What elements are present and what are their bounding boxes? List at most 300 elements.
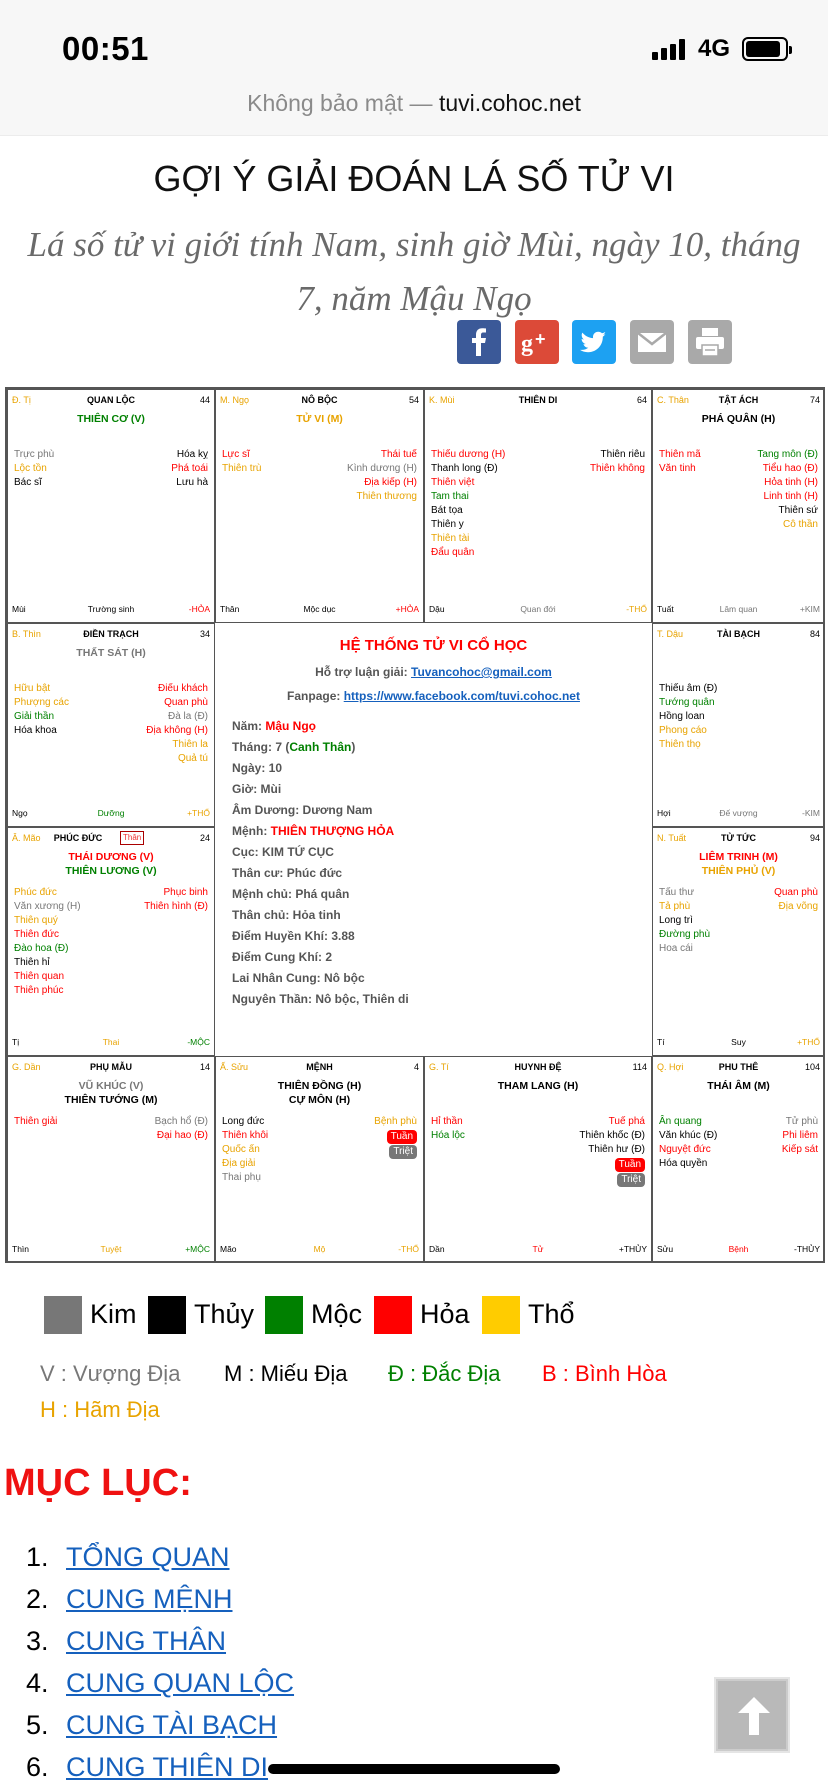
minor-stars-right: [171, 448, 208, 490]
palace-stage: Mộ: [313, 1244, 326, 1254]
legend-swatch-kim: [44, 1296, 82, 1334]
minor-star: Phúc đức: [14, 887, 57, 898]
palace-can-chi: Ấ. Sửu: [220, 1062, 249, 1072]
palace-footer: [12, 604, 210, 616]
palace-tat-ach[interactable]: [652, 389, 825, 623]
palace-footer: [220, 1244, 419, 1256]
center-line: [232, 866, 342, 880]
minor-star: Long đức: [222, 1116, 265, 1127]
palace-header: [429, 395, 647, 407]
minor-star: Thiên hình (Đ): [144, 901, 208, 912]
minor-star: Thai phụ: [222, 1172, 261, 1183]
palace-stage: Trường sinh: [87, 604, 135, 614]
minor-star: Văn xương (H): [14, 901, 81, 912]
main-star: CỰ MÔN (H): [288, 1094, 351, 1106]
palace-can-chi: T. Dậu: [657, 629, 684, 639]
palace-branch: Tuất: [657, 604, 674, 614]
palace-element: +MỘC: [185, 1244, 210, 1254]
palace-age: 84: [809, 629, 820, 639]
palace-can-chi: G. Tí: [429, 1062, 449, 1072]
legend-char-b: B : Bình Hòa: [542, 1361, 667, 1386]
minor-star: Long trì: [659, 915, 693, 926]
toc-link[interactable]: CUNG TÀI BẠCH: [66, 1710, 278, 1740]
palace-can-chi: Q. Hợi: [657, 1062, 684, 1072]
toc-link[interactable]: CUNG THIÊN DI: [66, 1752, 269, 1782]
palace-element: +THỔ: [797, 1037, 820, 1047]
minor-stars-right: [374, 1115, 417, 1159]
palace-branch: Thìn: [12, 1244, 30, 1254]
palace-stage: Bệnh: [728, 1244, 749, 1254]
center-line-label: Giờ: Mùi: [232, 782, 282, 796]
minor-star: Thiên phúc: [14, 985, 64, 996]
minor-stars-right: [782, 1115, 818, 1157]
center-support: [215, 665, 652, 679]
legend-char-h: H : Hãm Địa: [40, 1397, 160, 1422]
main-stars: [425, 1079, 651, 1093]
main-star: THIÊN LƯƠNG (V): [65, 865, 157, 877]
palace-header: [657, 833, 820, 845]
center-line-label: Tháng: 7 (: [232, 740, 290, 754]
palace-huynh-de[interactable]: [424, 1056, 652, 1263]
minor-stars-left: [14, 682, 69, 738]
minor-star: Tiểu hao (Đ): [762, 463, 818, 474]
palace-phu-the[interactable]: [652, 1056, 825, 1263]
main-star: THIÊN PHỦ (V): [701, 865, 776, 877]
twitter-icon[interactable]: [572, 320, 616, 364]
palace-element: -THỔ: [626, 604, 647, 614]
palace-stage: Đế vượng: [719, 808, 758, 818]
palace-element: +THỦY: [618, 1244, 647, 1254]
minor-stars-left: [431, 448, 505, 560]
center-line: [232, 992, 409, 1006]
minor-star: Thiên la: [172, 739, 208, 750]
toc-link[interactable]: CUNG THÂN: [66, 1626, 227, 1656]
palace-age: 24: [199, 833, 210, 843]
palace-footer: [657, 604, 820, 616]
palace-can-chi: B. Thìn: [12, 629, 41, 639]
palace-age: 64: [636, 395, 647, 405]
palace-quan-loc[interactable]: [7, 389, 215, 623]
minor-star: Thiên việt: [431, 477, 475, 488]
palace-branch: Ngọ: [12, 808, 28, 818]
status-time: 00:51: [62, 30, 149, 67]
palace-element: -HỎA: [188, 604, 210, 614]
center-line-label: Nguyên Thần: Nô bộc, Thiên di: [232, 992, 409, 1006]
palace-age: 34: [199, 629, 210, 639]
minor-star: Thiên trù: [222, 463, 262, 474]
palace-name: MỆNH: [306, 1062, 333, 1072]
legend-swatch-moc: [265, 1296, 303, 1334]
minor-star: Nguyệt đức: [659, 1144, 711, 1155]
main-star: THÁI DƯƠNG (V): [68, 851, 154, 863]
main-star: THẤT SÁT (H): [76, 647, 146, 659]
minor-star: Quả tú: [177, 753, 208, 764]
minor-star: Văn tinh: [659, 463, 696, 474]
center-line-label: Thân chủ: Hỏa tinh: [232, 908, 341, 922]
palace-footer: [12, 1244, 210, 1256]
palace-element: -THỔ: [398, 1244, 419, 1254]
palace-thien-di[interactable]: [424, 389, 652, 623]
main-stars: [216, 1079, 423, 1107]
minor-star: Thiên giải: [14, 1116, 58, 1127]
site-domain: tuvi.cohoc.net: [438, 90, 581, 116]
main-stars: [653, 1079, 824, 1093]
main-stars: [8, 412, 214, 426]
minor-star: Đẩu quân: [431, 547, 475, 558]
email-icon[interactable]: [630, 320, 674, 364]
palace-name: QUAN LỘC: [87, 395, 135, 405]
minor-star: Tuế phá: [608, 1116, 645, 1127]
main-star: THÁI ÂM (M): [707, 1080, 770, 1092]
minor-star: Tử phù: [785, 1116, 818, 1127]
minor-stars-left: [222, 1115, 268, 1185]
page-title: GỢI Ý GIẢI ĐOÁN LÁ SỐ TỬ VI: [153, 158, 675, 199]
center-line: [232, 719, 316, 733]
center-fanpage: [215, 689, 652, 703]
toc-link[interactable]: TỔNG QUAN: [66, 1542, 230, 1572]
minor-star: Địa võng: [778, 901, 818, 912]
minor-star: Phong cáo: [659, 725, 707, 736]
minor-star: Quốc ấn: [222, 1144, 260, 1155]
badge-row: [579, 1157, 645, 1172]
center-line-value: Mậu Ngọ: [265, 719, 317, 733]
palace-age: 44: [199, 395, 210, 405]
minor-stars-right: [774, 886, 818, 914]
palace-can-chi: Đ. Tị: [12, 395, 31, 405]
minor-stars-right: [579, 1115, 645, 1187]
palace-name: TÀI BẠCH: [717, 629, 760, 639]
main-star: THIÊN CƠ (V): [77, 413, 145, 425]
minor-stars-right: [347, 448, 417, 504]
palace-footer: [657, 808, 820, 820]
minor-star: Đà la (Đ): [167, 711, 208, 722]
palace-branch: Mão: [220, 1244, 237, 1254]
minor-star: Bát tọa: [431, 505, 463, 516]
center-line-label: Ngày: 10: [232, 761, 283, 775]
palace-stage: Lâm quan: [719, 604, 758, 614]
minor-star: Thiên mã: [659, 449, 701, 460]
toc-heading: MỤC LỤC:: [4, 1462, 192, 1504]
badge-row: [374, 1144, 417, 1159]
badge-row: [579, 1172, 645, 1187]
arrow-up-icon: [718, 1681, 790, 1753]
minor-star: Hỏa tinh (H): [764, 477, 818, 488]
minor-star: Kình dương (H): [347, 463, 417, 474]
minor-star: Hóa kỵ: [176, 449, 208, 460]
center-heading: HỆ THỐNG TỬ VI CỔ HỌC: [339, 637, 528, 654]
main-star: PHÁ QUÂN (H): [701, 413, 776, 425]
minor-star: Phi liêm: [782, 1130, 818, 1141]
status-bar: [0, 0, 828, 70]
triet-badge: Triệt: [617, 1173, 645, 1187]
center-line-value: Canh Thân: [289, 740, 352, 754]
svg-text:+: +: [535, 329, 546, 349]
palace-branch: Tí: [657, 1037, 665, 1047]
palace-name: PHU THÊ: [718, 1062, 759, 1072]
minor-star: Đại hao (Đ): [156, 1130, 208, 1141]
minor-star: Hóa quyền: [659, 1158, 708, 1169]
minor-star: Bạch hổ (Đ): [154, 1116, 208, 1127]
google-plus-icon[interactable]: [515, 320, 559, 364]
palace-footer: [12, 808, 210, 820]
palace-header: [220, 1062, 419, 1074]
palace-stage: Tử: [532, 1244, 544, 1254]
palace-branch: Dần: [429, 1244, 445, 1254]
minor-stars-left: [431, 1115, 465, 1143]
palace-branch: Mùi: [12, 604, 26, 614]
palace-stage: Quan đới: [520, 604, 556, 614]
minor-star: Thiên không: [589, 463, 645, 474]
palace-element: -THỦY: [794, 1244, 820, 1254]
minor-stars-left: [14, 886, 81, 998]
print-icon[interactable]: [688, 320, 732, 364]
address-bar[interactable]: [0, 70, 828, 136]
tuan-badge: Tuần: [387, 1130, 417, 1144]
palace-dien-trach[interactable]: [7, 623, 215, 827]
center-line-label: Điểm Huyền Khí: 3.88: [232, 929, 355, 943]
center-line: [232, 803, 372, 817]
toc-number: 4.: [26, 1668, 49, 1698]
svg-text:g: g: [521, 331, 533, 357]
minor-stars-right: [155, 1115, 208, 1143]
subtitle-line-2: 7, năm Mậu Ngọ: [296, 279, 532, 318]
minor-stars-left: [14, 1115, 57, 1129]
palace-name: HUYNH ĐỆ: [514, 1062, 562, 1072]
palace-can-chi: M. Ngọ: [220, 395, 250, 405]
minor-star: Phá toái: [171, 463, 208, 474]
center-line-label: Mệnh:: [232, 824, 271, 838]
legend-swatch-thuy: [148, 1296, 186, 1334]
palace-branch: Dậu: [429, 604, 445, 614]
main-stars: [216, 412, 423, 426]
palace-name: PHỤ MẪU: [90, 1062, 132, 1072]
home-indicator: [268, 1764, 560, 1774]
minor-star: Linh tinh (H): [763, 491, 818, 502]
toc-number: 3.: [26, 1626, 49, 1656]
palace-name: THIÊN DI: [518, 395, 558, 405]
toc-number: 2.: [26, 1584, 49, 1614]
minor-star: Quan phù: [774, 887, 818, 898]
palace-header: [657, 395, 820, 407]
palace-age: 14: [199, 1062, 210, 1072]
palace-tai-bach[interactable]: [652, 623, 825, 827]
palace-stage: Mộc dục: [303, 604, 336, 614]
center-line: [232, 740, 355, 754]
minor-stars-right: [144, 886, 208, 914]
palace-age: 104: [804, 1062, 820, 1072]
center-line: [232, 908, 341, 922]
center-line-label: Mệnh chủ: Phá quân: [232, 887, 350, 901]
minor-star: Hữu bật: [14, 683, 51, 694]
legend-label-moc: Mộc: [311, 1299, 363, 1329]
palace-element: +THỔ: [187, 808, 210, 818]
minor-star: Địa không (H): [146, 725, 208, 736]
minor-star: Hồng loan: [659, 711, 705, 722]
center-line: [232, 782, 281, 796]
center-line-label: Âm Dương: Dương Nam: [232, 803, 373, 817]
minor-star: Hoa cái: [659, 943, 693, 954]
palace-footer: [220, 604, 419, 616]
palace-footer: [429, 604, 647, 616]
palace-phuc-duc[interactable]: [7, 827, 215, 1056]
palace-header: [12, 833, 210, 845]
minor-star: Tả phù: [659, 901, 691, 912]
minor-star: Bệnh phù: [374, 1116, 417, 1127]
support-label: Hỗ trợ luận giải:: [315, 665, 412, 679]
minor-star: Phục binh: [163, 887, 208, 898]
palace-name: NÔ BỘC: [301, 395, 338, 405]
toc-number: 1.: [26, 1542, 49, 1572]
palace-can-chi: C. Thân: [657, 395, 689, 405]
main-star: TỬ VI (M): [296, 413, 343, 425]
palace-footer: [657, 1037, 820, 1049]
center-line-label: Điểm Cung Khí: 2: [232, 950, 333, 964]
support-email-link[interactable]: Tuvancohoc@gmail.com: [411, 665, 552, 679]
palace-header: [12, 629, 210, 641]
minor-star: Đường phù: [659, 929, 711, 940]
minor-star: Tam thai: [431, 491, 469, 502]
main-stars: [8, 1079, 214, 1107]
palace-element: +KIM: [799, 604, 820, 614]
minor-star: Thiên thọ: [659, 739, 701, 750]
main-star: VŨ KHÚC (V): [78, 1080, 144, 1092]
minor-star: Thiên đức: [14, 929, 60, 940]
legend-char-m: M : Miếu Địa: [224, 1361, 348, 1386]
palace-age: 74: [809, 395, 820, 405]
main-star: THIÊN ĐỒNG (H): [277, 1080, 362, 1092]
palace-name: TỬ TỨC: [721, 833, 756, 843]
minor-stars-right: [590, 448, 645, 476]
palace-footer: [657, 1244, 820, 1256]
palace-menh[interactable]: [215, 1056, 424, 1263]
center-line-label: Năm:: [232, 719, 266, 733]
horoscope-chart: [5, 387, 825, 1263]
triet-badge: Triệt: [389, 1145, 417, 1159]
facebook-icon[interactable]: [457, 320, 501, 364]
battery-icon: [742, 37, 788, 61]
palace-age: 54: [408, 395, 419, 405]
legend-swatch-hoa: [374, 1296, 412, 1334]
minor-star: Thiên hỉ: [14, 957, 50, 968]
minor-star: Thiên quý: [14, 915, 58, 926]
palace-phu-mau[interactable]: [7, 1056, 215, 1263]
minor-star: Thiên hư (Đ): [588, 1144, 645, 1155]
legend-char-v: V : Vượng Địa: [40, 1361, 181, 1386]
center-line: [232, 929, 355, 943]
minor-star: Kiếp sát: [781, 1144, 818, 1155]
minor-star: Đào hoa (Đ): [14, 943, 69, 954]
center-line: [232, 824, 394, 838]
toc-link[interactable]: CUNG MỆNH: [66, 1584, 233, 1614]
subtitle-line-1: Lá số tử vi giới tính Nam, sinh giờ Mùi, ngày 10, tháng: [27, 225, 801, 264]
palace-branch: Thân: [220, 604, 240, 614]
palace-footer: [429, 1244, 647, 1256]
center-line-label: Thân cư: Phúc đức: [232, 866, 343, 880]
minor-star: Thiên tài: [431, 533, 470, 544]
minor-star: Tướng quân: [659, 697, 715, 708]
minor-stars-left: [659, 682, 717, 752]
chart-center-info: [215, 623, 652, 1056]
palace-stage: Thai: [102, 1037, 120, 1047]
minor-star: Ân quang: [659, 1116, 702, 1127]
center-line: [232, 887, 349, 901]
main-stars: [8, 646, 214, 660]
minor-star: Phượng các: [14, 697, 69, 708]
palace-no-boc[interactable]: [215, 389, 424, 623]
palace-can-chi: G. Dần: [12, 1062, 41, 1072]
legend-char-d: Đ : Đắc Địa: [388, 1361, 501, 1386]
palace-branch: Hợi: [657, 808, 671, 818]
minor-stars-left: [659, 1115, 717, 1171]
center-line: [232, 950, 332, 964]
minor-star: Thanh long (Đ): [431, 463, 498, 474]
palace-header: [220, 395, 419, 407]
toc-link[interactable]: CUNG QUAN LỘC: [66, 1668, 295, 1698]
palace-header: [657, 629, 820, 641]
minor-star: Thiếu âm (Đ): [659, 683, 718, 694]
network-label: 4G: [698, 35, 731, 62]
main-stars: [653, 412, 824, 426]
palace-branch: Tị: [12, 1037, 20, 1047]
main-star: THIÊN TƯỚNG (M): [64, 1094, 158, 1106]
palace-element: +HỎA: [395, 604, 419, 614]
palace-name: TẬT ÁCH: [718, 395, 759, 405]
center-line-label: Lai Nhân Cung: Nô bộc: [232, 971, 365, 985]
center-line: [232, 971, 365, 985]
palace-age: 114: [632, 1062, 647, 1072]
minor-star: Thiên riêu: [600, 449, 645, 460]
minor-star: Hóa khoa: [14, 725, 57, 736]
minor-star: Quan phù: [164, 697, 208, 708]
badge-row: [374, 1129, 417, 1144]
center-line-label: Cục: KIM TỨ CỤC: [232, 845, 334, 859]
palace-element: -MỘC: [187, 1037, 210, 1047]
minor-stars-left: [222, 448, 261, 476]
center-line: [232, 761, 282, 775]
palace-can-chi: K. Mùi: [429, 395, 455, 405]
minor-star: Lộc tồn: [14, 463, 47, 474]
palace-age: 4: [413, 1062, 419, 1072]
minor-star: Hóa lộc: [431, 1130, 465, 1141]
palace-age: 94: [809, 833, 820, 843]
minor-star: Thái tuế: [380, 449, 417, 460]
center-line-value: THIÊN THƯỢNG HỎA: [270, 824, 395, 838]
palace-header: [429, 1062, 647, 1074]
scroll-top-button[interactable]: [716, 1679, 788, 1751]
palace-name: ĐIỀN TRẠCH: [83, 629, 139, 639]
legend-label-tho: Thổ: [528, 1299, 575, 1329]
palace-tu-tuc[interactable]: [652, 827, 825, 1056]
page-subtitle: [0, 218, 828, 326]
minor-star: Thiên quan: [14, 971, 65, 982]
legend-label-hoa: Hỏa: [420, 1299, 470, 1329]
minor-star: Tấu thư: [659, 887, 695, 898]
legend-label-kim: Kim: [90, 1299, 137, 1329]
palace-can-chi: Â. Mão: [12, 833, 41, 843]
minor-star: Thiên khốc (Đ): [579, 1130, 645, 1141]
legend-swatch-tho: [482, 1296, 520, 1334]
fanpage-link[interactable]: https://www.facebook.com/tuvi.cohoc.net: [343, 689, 580, 703]
minor-stars-right: [757, 448, 818, 532]
minor-star: Lưu hà: [176, 477, 208, 488]
minor-star: Lực sĩ: [222, 449, 250, 460]
main-stars: [8, 850, 214, 878]
minor-star: Giải thần: [14, 711, 55, 722]
minor-star: Điếu khách: [157, 683, 208, 694]
minor-star: Địa kiếp (H): [364, 477, 417, 488]
minor-star: Địa giải: [222, 1158, 256, 1169]
minor-star: Văn khúc (Đ): [659, 1130, 718, 1141]
